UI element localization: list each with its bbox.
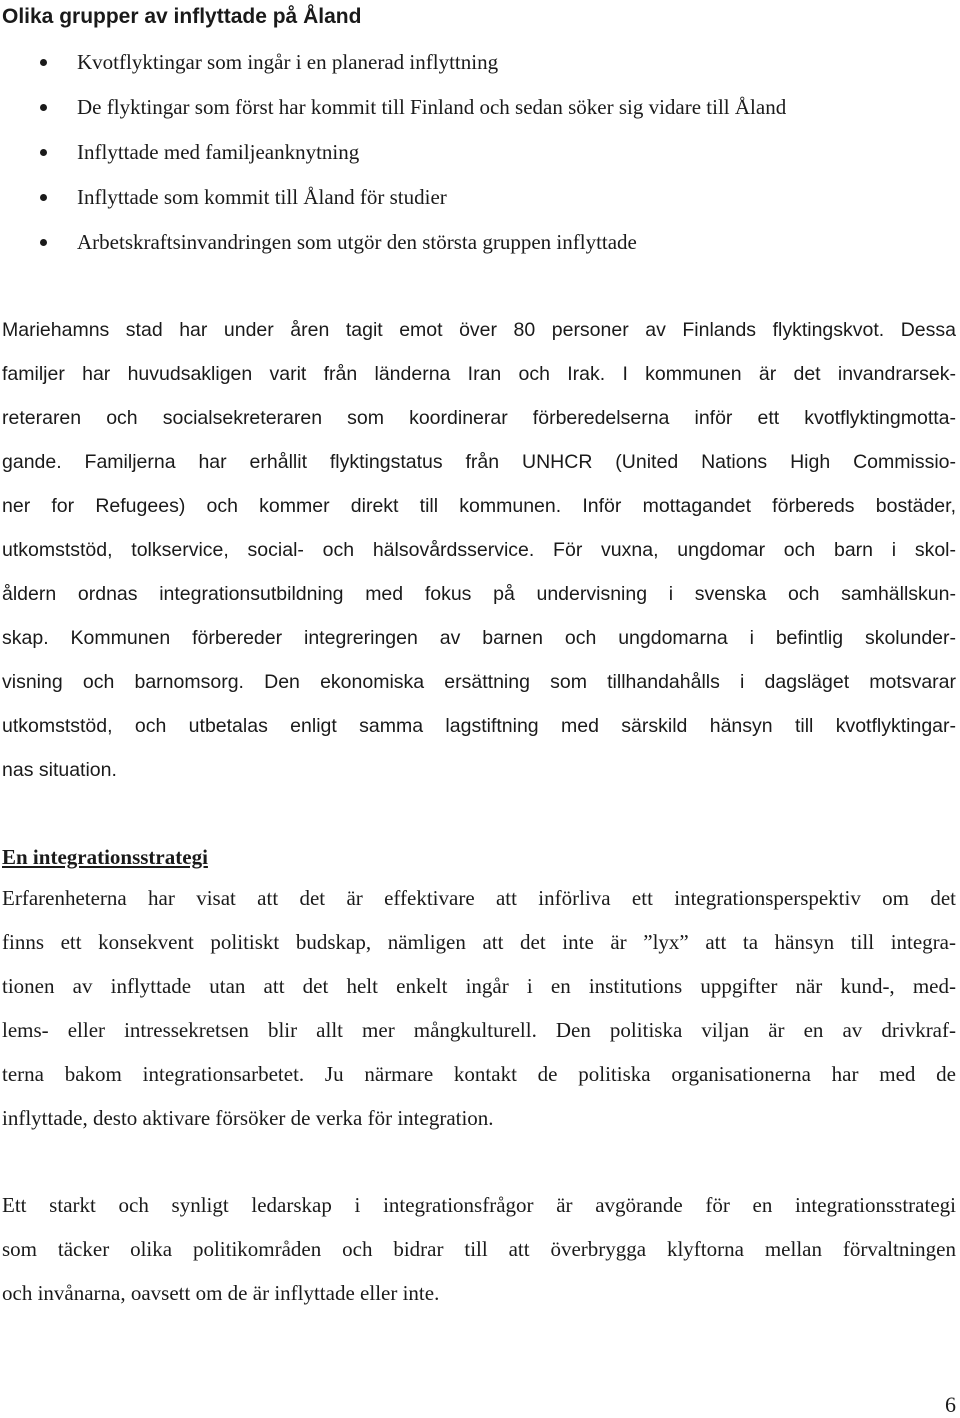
bullet-icon bbox=[40, 239, 47, 246]
paragraph-line: Erfarenheterna har visat att det är effektivare att införliva ett integrationsperspektiv om det bbox=[2, 886, 956, 910]
paragraph-line: åldern ordnas integrationsutbildning med fokus på undervisning i svenska och samhällskun- bbox=[2, 583, 956, 605]
bullet-icon bbox=[40, 194, 47, 201]
list-item-text: Inflyttade med familjeanknytning bbox=[77, 140, 360, 164]
paragraph-line: skap. Kommunen förbereder integreringen av barnen och ungdomarna i befintlig skolunder- bbox=[2, 627, 956, 649]
bullet-icon bbox=[40, 59, 47, 66]
list-item-text: Arbetskraftsinvandringen som utgör den största gruppen inflyttade bbox=[77, 230, 637, 254]
paragraph-line: Mariehamns stad har under åren tagit emot över 80 personer av Finlands flyktingskvot. Dessa bbox=[2, 319, 956, 341]
bullet-icon bbox=[40, 149, 47, 156]
list-item-text: De flyktingar som först har kommit till Finland och sedan söker sig vidare till Åland bbox=[77, 95, 787, 119]
paragraph-integration bbox=[2, 876, 956, 1140]
paragraph-line: lems- eller intressekretsen blir allt mer mångkulturell. Den politiska viljan är en av drivkraf- bbox=[2, 1018, 956, 1042]
paragraph-line: terna bakom integrationsarbetet. Ju närmare kontakt de politiska organisationerna har med de bbox=[2, 1062, 956, 1086]
list-item bbox=[0, 85, 786, 130]
paragraph-line: ner for Refugees) och kommer direkt till kommunen. Inför mottagandet förbereds bostäder, bbox=[2, 495, 956, 517]
list-item bbox=[0, 220, 786, 265]
paragraph-line: inflyttade, desto aktivare försöker de verka för integration. bbox=[2, 1106, 494, 1130]
paragraph-line: Ett starkt och synligt ledarskap i integrationsfrågor är avgörande för en integrationsstrategi bbox=[2, 1193, 956, 1217]
paragraph-line: finns ett konsekvent politiskt budskap, nämligen att det inte är ”lyx” att ta hänsyn till integra- bbox=[2, 930, 956, 954]
paragraph-line: familjer har huvudsakligen varit från länderna Iran och Irak. I kommunen är det invandrarsek- bbox=[2, 363, 956, 385]
paragraph-leadership bbox=[2, 1183, 956, 1315]
paragraph-line: reteraren och socialsekreteraren som koordinerar förberedelserna inför ett kvotflyktingmotta- bbox=[2, 407, 956, 429]
paragraph-line: utkomststöd, tolkservice, social- och hälsovårdsservice. För vuxna, ungdomar och barn i skol- bbox=[2, 539, 956, 561]
paragraph-line: visning och barnomsorg. Den ekonomiska ersättning som tillhandahålls i dagsläget motsvarar bbox=[2, 671, 956, 693]
list-item bbox=[0, 130, 786, 175]
paragraph-line: nas situation. bbox=[2, 759, 117, 781]
paragraph-line: gande. Familjerna har erhållit flyktingstatus från UNHCR (United Nations High Commissio- bbox=[2, 451, 956, 473]
paragraph-line: tionen av inflyttade utan att det helt enkelt ingår i en institutions uppgifter när kund-, med- bbox=[2, 974, 956, 998]
page-number: 6 bbox=[945, 1392, 956, 1417]
page-heading: Olika grupper av inflyttade på Åland bbox=[2, 5, 362, 28]
paragraph-mariehamn bbox=[2, 308, 956, 792]
list-item bbox=[0, 40, 786, 85]
bullet-list bbox=[0, 40, 786, 265]
list-item-text: Kvotflyktingar som ingår i en planerad inflyttning bbox=[77, 50, 499, 74]
list-item-text: Inflyttade som kommit till Åland för studier bbox=[77, 185, 447, 209]
bullet-icon bbox=[40, 104, 47, 111]
paragraph-line: som täcker olika politikområden och bidrar till att överbrygga klyftorna mellan förvaltningen bbox=[2, 1237, 956, 1261]
paragraph-line: utkomststöd, och utbetalas enligt samma lagstiftning med särskild hänsyn till kvotflyktingar- bbox=[2, 715, 956, 737]
list-item bbox=[0, 175, 786, 220]
paragraph-line: och invånarna, oavsett om de är inflyttade eller inte. bbox=[2, 1281, 440, 1305]
section-heading: En integrationsstrategi bbox=[2, 845, 208, 869]
